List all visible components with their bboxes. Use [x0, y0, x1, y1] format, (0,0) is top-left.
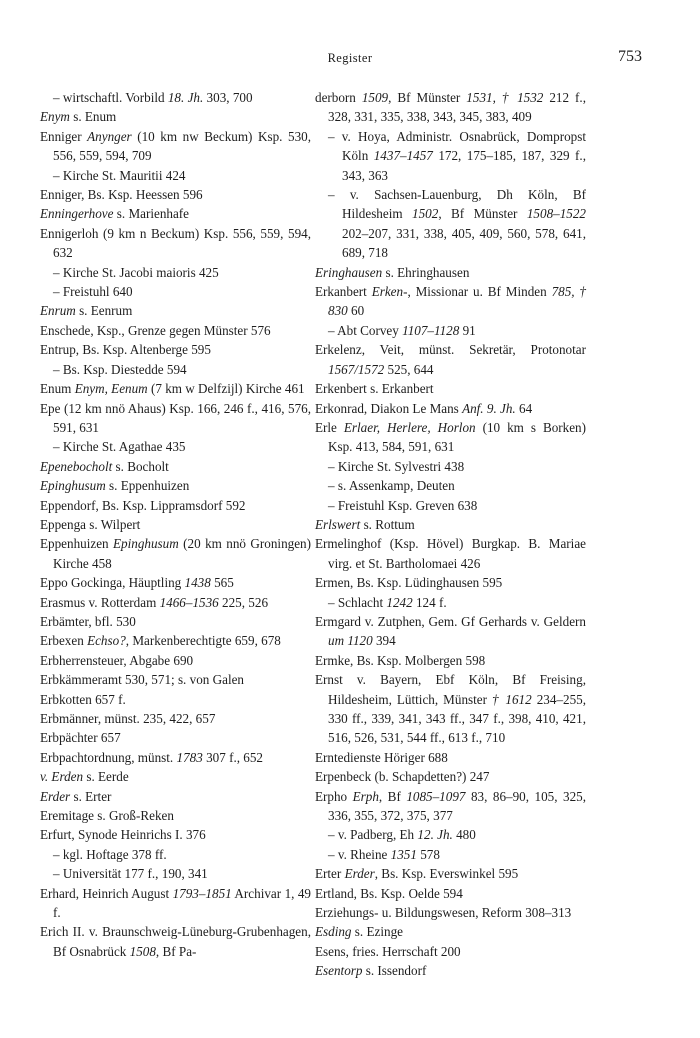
index-entry: – kgl. Hoftage 378 ff. — [53, 846, 167, 862]
index-entry: Erfurt, Synode Heinrichs I. 376 — [40, 827, 206, 843]
index-entry: Erpenbeck (b. Schapdetten?) 247 — [315, 769, 490, 785]
index-entry: – Kirche St. Mauritii 424 — [53, 167, 186, 183]
index-entry: Eppo Gockinga, Häuptling 1438 565 — [40, 575, 234, 591]
index-entry: – Bs. Ksp. Diestedde 594 — [53, 361, 187, 377]
index-entry: Erbpächter 657 — [40, 730, 121, 746]
index-entry: – Kirche St. Sylvestri 438 — [328, 458, 465, 474]
index-entry: Erbmänner, münst. 235, 422, 657 — [40, 711, 216, 726]
index-entry: Erhard, Heinrich August 1793–1851 Archivar 1, 49 f. — [40, 885, 312, 921]
index-entry: Eremitage s. Groß-Reken — [40, 808, 174, 824]
index-entry: Enum Enym, Eenum (7 km w Delfzijl) Kirche 461 — [40, 381, 305, 397]
index-entry: – wirtschaftl. Vorbild 18. Jh. 303, 700 — [53, 90, 253, 105]
index-entry: Erbherrensteuer, Abgabe 690 — [40, 652, 194, 668]
index-entry: Erasmus v. Rotterdam 1466–1536 225, 526 — [40, 594, 269, 610]
index-entry: derborn 1509, Bf Münster 1531, † 1532 212 f., 328, 331, 335, 338, 343, 345, 383, 409 — [315, 90, 586, 125]
index-entry: – v. Padberg, Eh 12. Jh. 480 — [328, 827, 476, 843]
index-entry: Erbpachtordnung, münst. 1783 307 f., 652 — [40, 749, 264, 765]
index-entry: Erbkotten 657 f. — [40, 691, 126, 707]
index-entry: Eppenhuizen Epinghusum (20 km nnö Groningen) Kirche 458 — [40, 536, 311, 571]
index-entry: Enniger Anynger (10 km nw Beckum) Ksp. 530, 556, 559, 594, 709 — [40, 128, 311, 164]
index-entry: Ermke, Bs. Ksp. Molbergen 598 — [315, 652, 486, 668]
index-entry: Erkenbert s. Erkanbert — [315, 381, 434, 397]
index-entry: Ennigerloh (9 km n Beckum) Ksp. 556, 559, 594, 632 — [40, 225, 311, 261]
index-entry: Eppenga s. Wilpert — [40, 516, 141, 532]
running-title: Register — [327, 51, 373, 65]
index-entry: Erkelenz, Veit, münst. Sekretär, Protonotar 1567/1572 525, 644 — [315, 342, 586, 377]
index-entry: Erntedienste Höriger 688 — [315, 749, 448, 765]
index-entry: Epe (12 km nnö Ahaus) Ksp. 166, 246 f., 416, 576, 591, 631 — [40, 400, 311, 435]
index-entry: Eringhausen s. Ehringhausen — [315, 264, 470, 280]
index-entry: – Freistuhl Ksp. Greven 638 — [328, 497, 478, 513]
index-entry: Erbkämmeramt 530, 571; s. von Galen — [40, 672, 245, 688]
index-entry: Erbämter, bfl. 530 — [40, 613, 136, 629]
index-entry: Erter Erder, Bs. Ksp. Everswinkel 595 — [315, 866, 519, 882]
index-entry: Esens, fries. Herrschaft 200 — [315, 943, 461, 959]
index-entry: Eppendorf, Bs. Ksp. Lippramsdorf 592 — [40, 497, 246, 513]
index-entry: Enym s. Enum — [40, 109, 117, 125]
index-entry: – Abt Corvey 1107–1128 91 — [328, 322, 476, 338]
index-entry: Erkanbert Erken-, Missionar u. Bf Minden 785, † 830 60 — [315, 284, 587, 319]
index-entry: – s. Assenkamp, Deuten — [328, 478, 455, 494]
index-entry: Erder s. Erter — [40, 788, 112, 804]
index-entry: – Freistuhl 640 — [53, 284, 133, 300]
index-entry: Ermelinghof (Ksp. Hövel) Burgkap. B. Mariae virg. et St. Bartholomaei 426 — [315, 536, 586, 571]
index-entry: Erbexen Echso?, Markenberechtigte 659, 678 — [40, 633, 281, 649]
index-entry: Erich II. v. Braunschweig-Lüneburg-Grubenhagen, Bf Osnabrück 1508, Bf Pa- — [40, 924, 311, 959]
index-entry: – v. Rheine 1351 578 — [328, 846, 440, 862]
index-entry: Enschede, Ksp., Grenze gegen Münster 576 — [40, 322, 271, 338]
index-entry: – Schlacht 1242 124 f. — [328, 594, 447, 610]
index-entry: – Kirche St. Jacobi maioris 425 — [53, 264, 219, 280]
index-entry: Ertland, Bs. Ksp. Oelde 594 — [315, 885, 463, 901]
index-entry: Ernst v. Bayern, Ebf Köln, Bf Freising, Hildesheim, Lüttich, Münster † 1612 234–255, 330 ff., 339, 341, 343 ff., 347 f., 398, 410, 421, 516, 526, 531, 544 ff., 613 f., 710 — [315, 672, 587, 746]
index-entry: Epinghusum s. Eppenhuizen — [40, 478, 190, 494]
index-column-right — [315, 88, 586, 981]
index-entry: Erlswert s. Rottum — [315, 516, 415, 532]
index-entry: Erziehungs- u. Bildungswesen, Reform 308–313 — [315, 905, 572, 921]
index-entry: Erkonrad, Diakon Le Mans Anf. 9. Jh. 64 — [315, 400, 533, 416]
index-entry: – Kirche St. Agathae 435 — [53, 439, 186, 455]
index-entry: v. Erden s. Eerde — [40, 769, 129, 785]
page-header — [40, 48, 660, 72]
index-entry: Entrup, Bs. Ksp. Altenberge 595 — [40, 342, 211, 358]
index-entry: Erle Erlaer, Herlere, Horlon (10 km s Borken) Ksp. 413, 584, 591, 631 — [315, 419, 587, 455]
index-entry: Epenebocholt s. Bocholt — [40, 458, 169, 474]
page-number: 753 — [618, 48, 642, 65]
index-entry: Enrum s. Eenrum — [40, 303, 133, 319]
index-entry: – v. Sachsen-Lauenburg, Dh Köln, Bf Hildesheim 1502, Bf Münster 1508–1522 202–207, 331, 338, 405, 409, 560, 578, 641, 689, 718 — [328, 187, 586, 261]
index-entry: – Universität 177 f., 190, 341 — [53, 866, 208, 882]
index-entry: Esding s. Ezinge — [315, 924, 403, 940]
index-entry: Enningerhove s. Marienhafe — [40, 206, 190, 222]
index-entry: Enniger, Bs. Ksp. Heessen 596 — [40, 187, 203, 203]
index-entry: – v. Hoya, Administr. Osnabrück, Dompropst Köln 1437–1457 172, 175–185, 187, 329 f., 343, 363 — [328, 128, 586, 183]
index-column-left — [40, 88, 311, 961]
index-entry: Ermgard v. Zutphen, Gem. Gf Gerhards v. Geldern um 1120 394 — [315, 613, 586, 649]
index-entry: Ermen, Bs. Ksp. Lüdinghausen 595 — [315, 575, 503, 591]
index-entry: Esentorp s. Issendorf — [315, 963, 427, 979]
index-entry: Erpho Erph, Bf 1085–1097 83, 86–90, 105, 325, 336, 355, 372, 375, 377 — [315, 788, 586, 824]
